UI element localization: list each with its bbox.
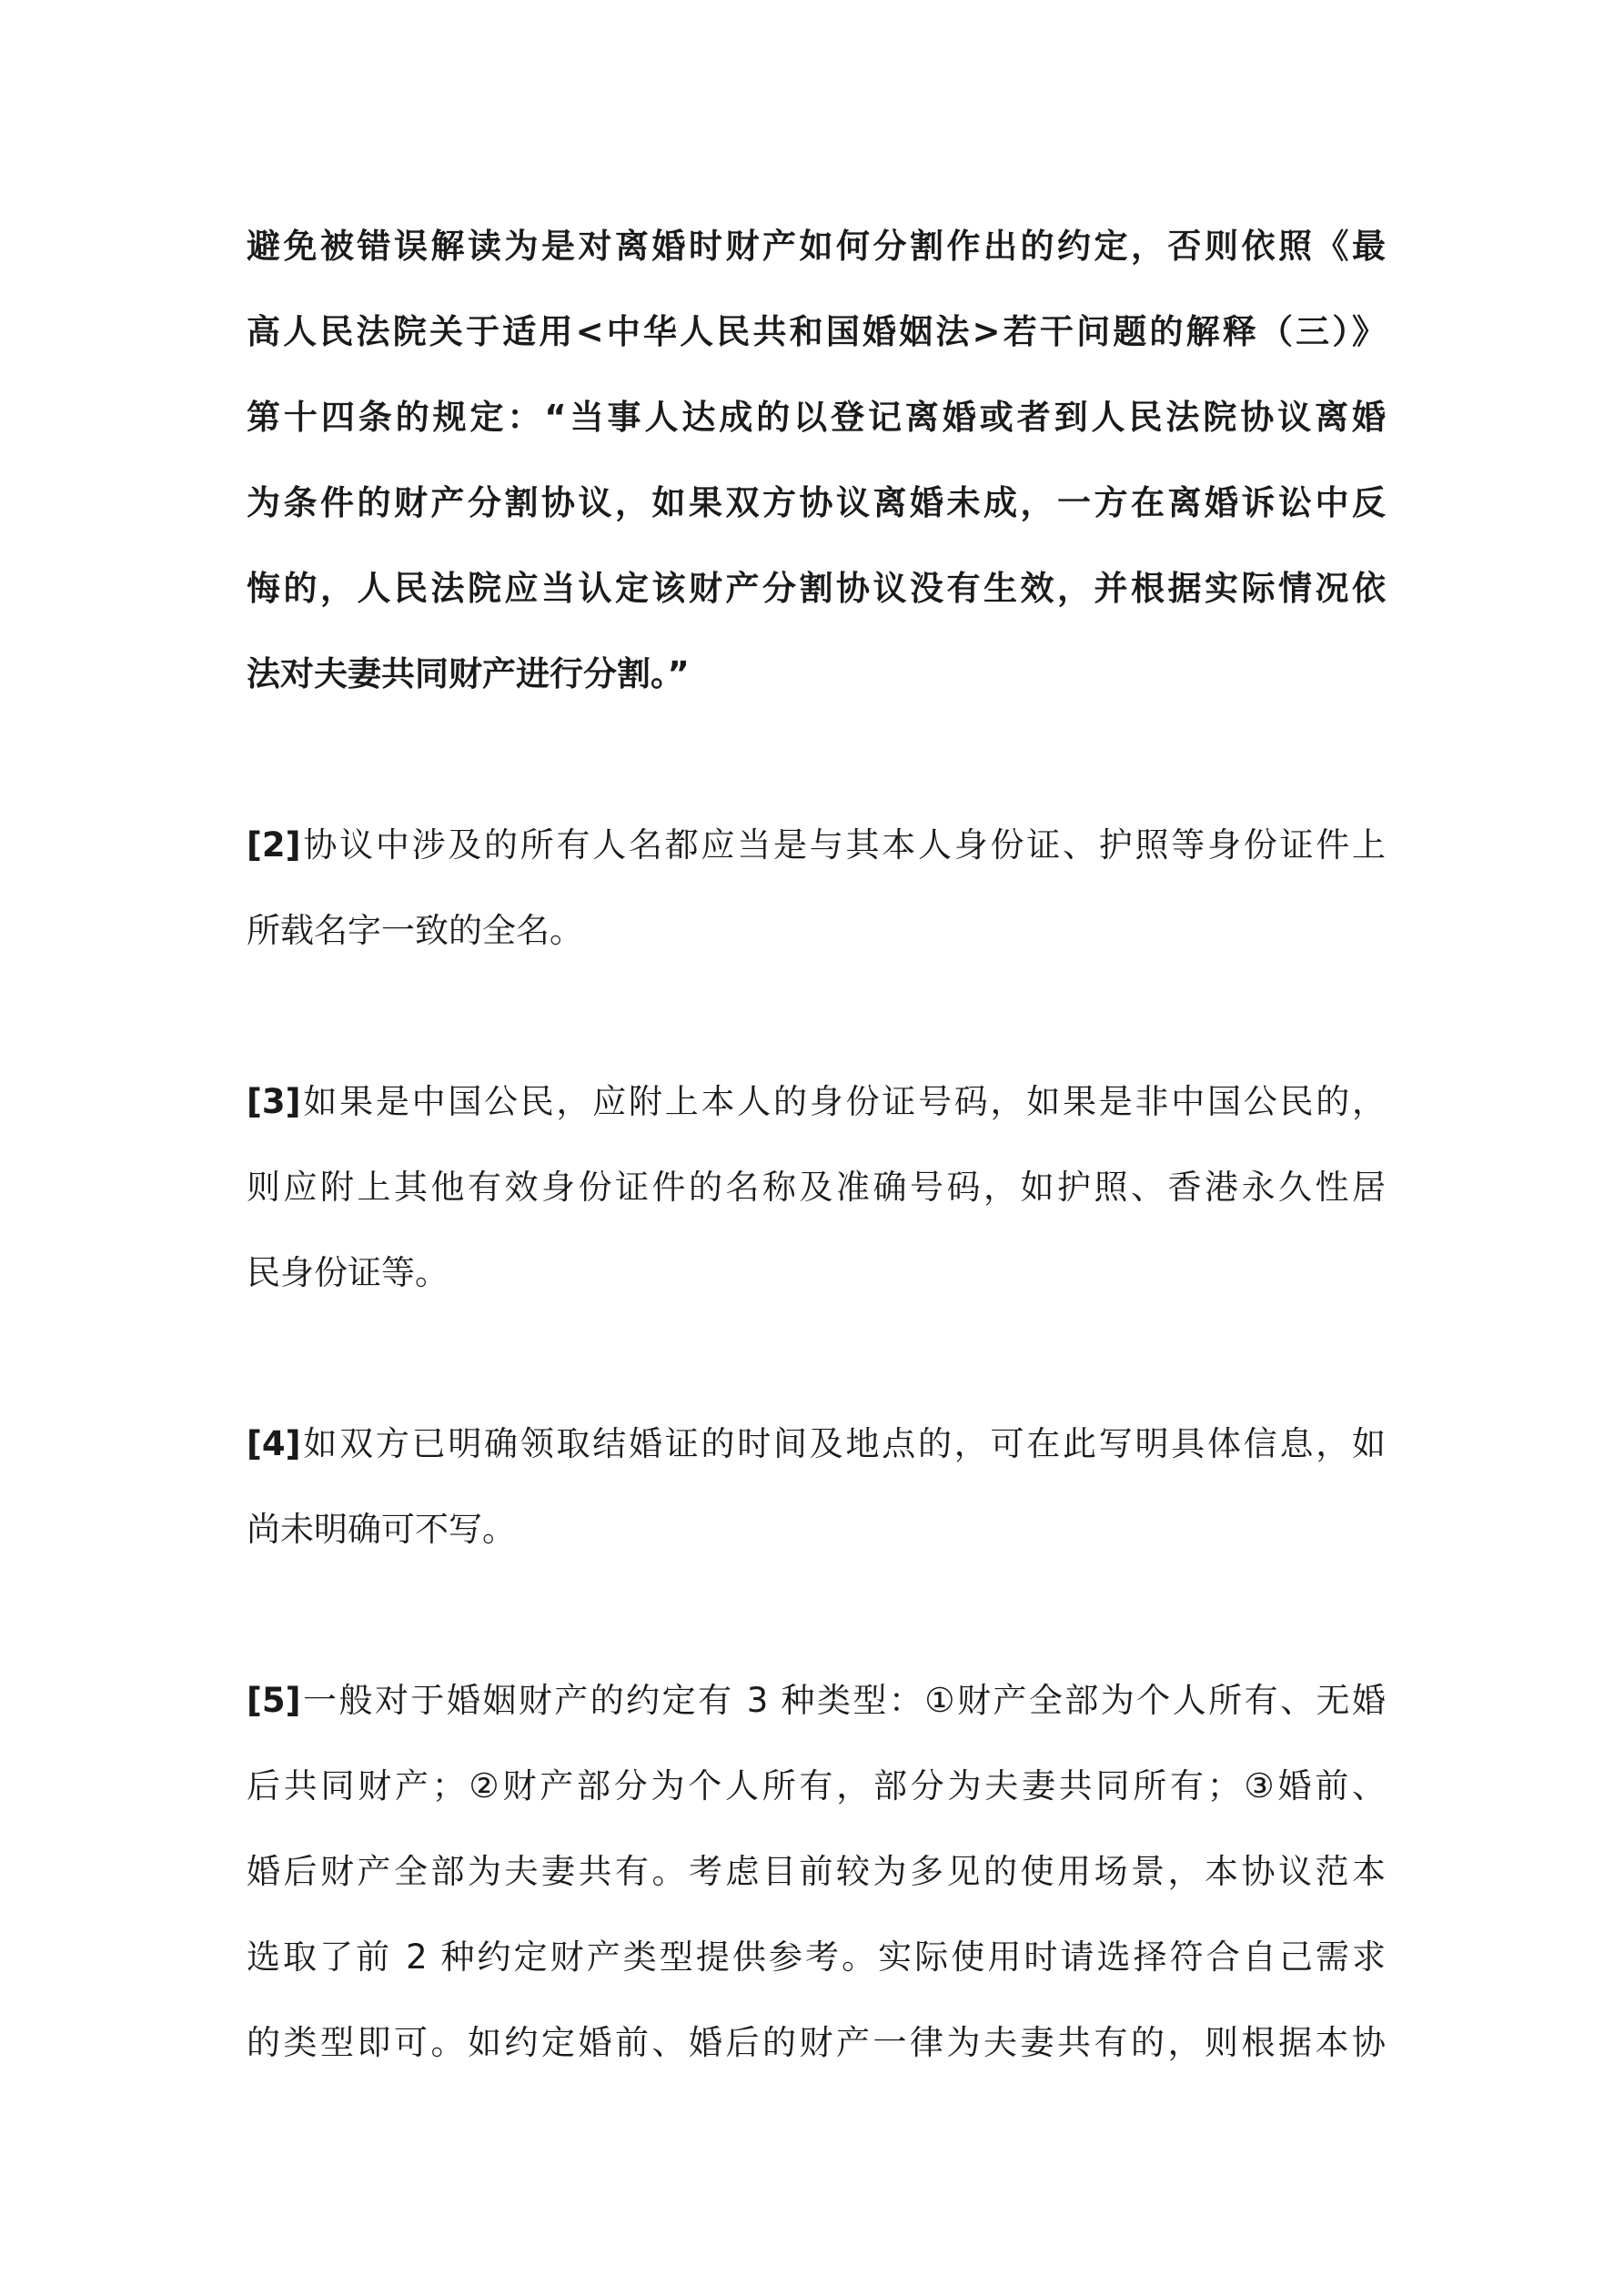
footnote-marker: [4] [247,1424,301,1463]
note-line: 民身份证等。 [247,1253,449,1292]
note-line: 所载名字一致的全名。 [247,911,583,950]
intro-paragraph [247,204,1386,717]
footnote-marker: [3] [247,1082,301,1121]
note-text: 如双方已明确领取结婚证的时间及地点的，可在此写明具体信息，如 [300,1424,1386,1463]
note-first-line [247,1059,1386,1145]
note-first-line [247,1401,1386,1487]
note-line: 的类型即可。如约定婚前、婚后的财产一律为夫妻共有的，则根据本协 [247,2023,1386,2062]
note-line: 婚后财产全部为夫妻共有。考虑目前较为多见的使用场景，本协议范本 [247,1852,1386,1891]
note-line: 选取了前 2 种约定财产类型提供参考。实际使用时请选择符合自己需求 [247,1937,1386,1977]
footnote-marker: [2] [247,825,301,865]
intro-line: 高人民法院关于适用<中华人民共和国婚姻法>若干问题的解释（三）》 [247,312,1386,351]
note-first-line [247,1658,1386,1744]
note-first-line [247,803,1386,888]
note-3 [247,1059,1386,1316]
footnote-marker: [5] [247,1681,301,1720]
intro-line: 为条件的财产分割协议，如果双方协议离婚未成，一方在离婚诉讼中反 [247,483,1386,522]
document-page [247,204,1386,2171]
intro-line: 避免被错误解读为是对离婚时财产如何分割作出的约定，否则依照《最 [247,227,1386,266]
note-text: 如果是中国公民，应附上本人的身份证号码，如果是非中国公民的， [300,1082,1386,1121]
note-text: 一般对于婚姻财产的约定有 3 种类型：①财产全部为个人所有、无婚 [300,1681,1386,1720]
intro-line: 第十四条的规定：“当事人达成的以登记离婚或者到人民法院协议离婚 [247,398,1386,437]
note-5 [247,1658,1386,2086]
note-text: 协议中涉及的所有人名都应当是与其本人身份证、护照等身份证件上 [300,825,1386,865]
intro-line: 法对夫妻共同财产进行分割。” [247,654,690,693]
note-4 [247,1401,1386,1573]
note-line: 尚未明确可不写。 [247,1510,516,1549]
note-line: 则应附上其他有效身份证件的名称及准确号码，如护照、香港永久性居 [247,1168,1386,1207]
note-2 [247,803,1386,974]
note-line: 后共同财产；②财产部分为个人所有，部分为夫妻共同所有；③婚前、 [247,1766,1386,1805]
intro-line: 悔的，人民法院应当认定该财产分割协议没有生效，并根据实际情况依 [247,569,1386,608]
